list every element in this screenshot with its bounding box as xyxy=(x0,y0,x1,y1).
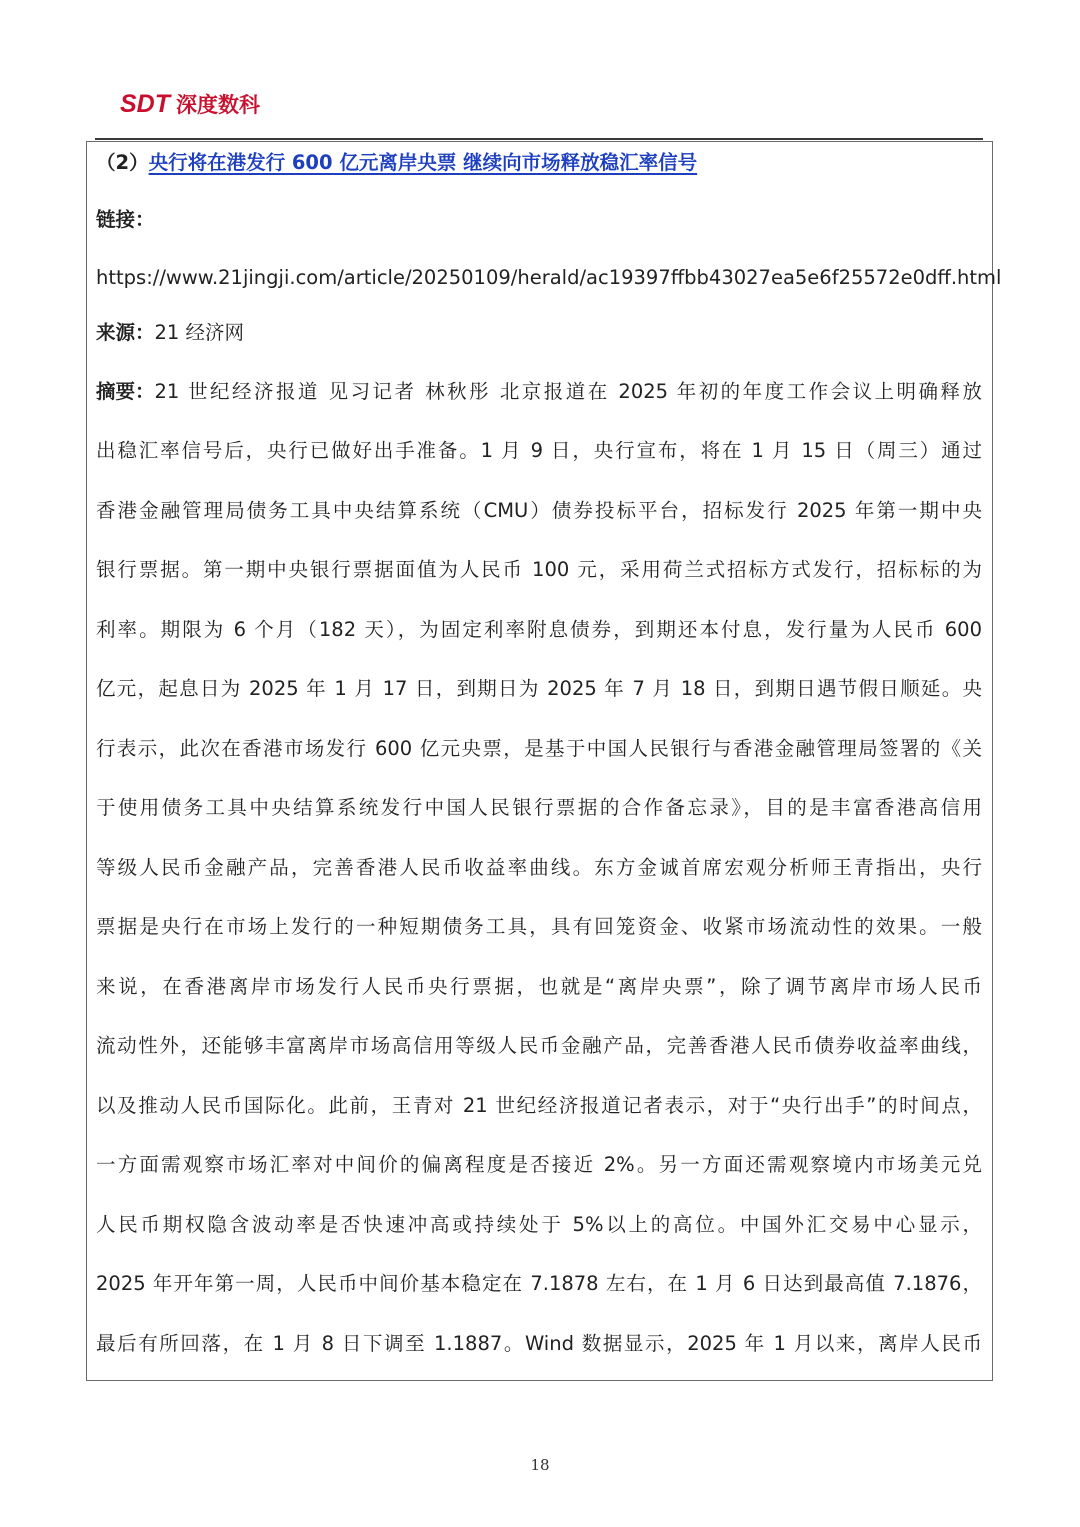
source-label: 来源： xyxy=(96,321,155,344)
source-value: 21 经济网 xyxy=(154,321,245,344)
summary-line: 来说，在香港离岸市场发行人民币央行票据，也就是“离岸央票”，除了调节离岸市场人民币 xyxy=(96,975,982,998)
summary-line-0 xyxy=(96,377,982,407)
header-divider xyxy=(95,138,983,140)
link-label: 链接： xyxy=(96,208,155,231)
summary-line: 2025 年开年第一周，人民币中间价基本稳定在 7.1878 左右，在 1 月 6 日达到最高值 7.1876， xyxy=(96,1272,982,1295)
summary-line-text: 21 世纪经济报道 见习记者 林秋彤 北京报道在 2025 年初的年度工作会议上明确释放 xyxy=(154,380,982,403)
summary-line: 于使用债务工具中央结算系统发行中国人民银行票据的合作备忘录》，目的是丰富香港高信用 xyxy=(96,796,982,819)
article-heading xyxy=(96,146,697,180)
summary-line: 香港金融管理局债务工具中央结算系统（CMU）债券投标平台，招标发行 2025 年第一期中央 xyxy=(96,499,982,522)
article-number: （2） xyxy=(96,151,149,174)
article-title-link[interactable]: 央行将在港发行 600 亿元离岸央票 继续向市场释放稳汇率信号 xyxy=(148,151,698,174)
summary-line: 银行票据。第一期中央银行票据面值为人民币 100 元，采用荷兰式招标方式发行，招标标的为 xyxy=(96,558,982,581)
summary-line: 一方面需观察市场汇率对中间价的偏离程度是否接近 2%。另一方面还需观察境内市场美元兑 xyxy=(96,1153,982,1176)
logo-mark: SDT xyxy=(120,89,170,118)
summary-line: 行表示，此次在香港市场发行 600 亿元央票，是基于中国人民银行与香港金融管理局签署的《关 xyxy=(96,737,982,760)
summary-line: 流动性外，还能够丰富离岸市场高信用等级人民币金融产品，完善香港人民币债券收益率曲线， xyxy=(96,1034,982,1057)
logo-text: 深度数科 xyxy=(176,93,260,117)
summary-label: 摘要： xyxy=(96,380,155,403)
source-row xyxy=(96,318,244,348)
summary-line: 人民币期权隐含波动率是否快速冲高或持续处于 5%以上的高位。中国外汇交易中心显示， xyxy=(96,1213,982,1236)
summary-line: 等级人民币金融产品，完善香港人民币收益率曲线。东方金诚首席宏观分析师王青指出，央行 xyxy=(96,856,982,879)
summary-line: 出稳汇率信号后，央行已做好出手准备。1 月 9 日，央行宣布，将在 1 月 15 日（周三）通过 xyxy=(96,439,982,462)
company-logo xyxy=(120,88,260,120)
summary-line: 亿元，起息日为 2025 年 1 月 17 日，到期日为 2025 年 7 月 18 日，到期日遇节假日顺延。央 xyxy=(96,677,982,700)
summary-line: 以及推动人民币国际化。此前，王青对 21 世纪经济报道记者表示，对于“央行出手”的时间点， xyxy=(96,1094,982,1117)
summary-line: 票据是央行在市场上发行的一种短期债务工具，具有回笼资金、收紧市场流动性的效果。一般 xyxy=(96,915,982,938)
summary-line: 最后有所回落，在 1 月 8 日下调至 1.1887。Wind 数据显示，2025 年 1 月以来，离岸人民币 xyxy=(96,1332,982,1355)
page-number: 18 xyxy=(530,1456,550,1474)
summary-line: 利率。期限为 6 个月（182 天），为固定利率附息债券，到期还本付息，发行量为人民币 600 xyxy=(96,618,982,641)
article-url[interactable]: https://www.21jingji.com/article/20250109/herald/ac19397ffbb43027ea5e6f25572e0dff.html xyxy=(96,266,1002,289)
